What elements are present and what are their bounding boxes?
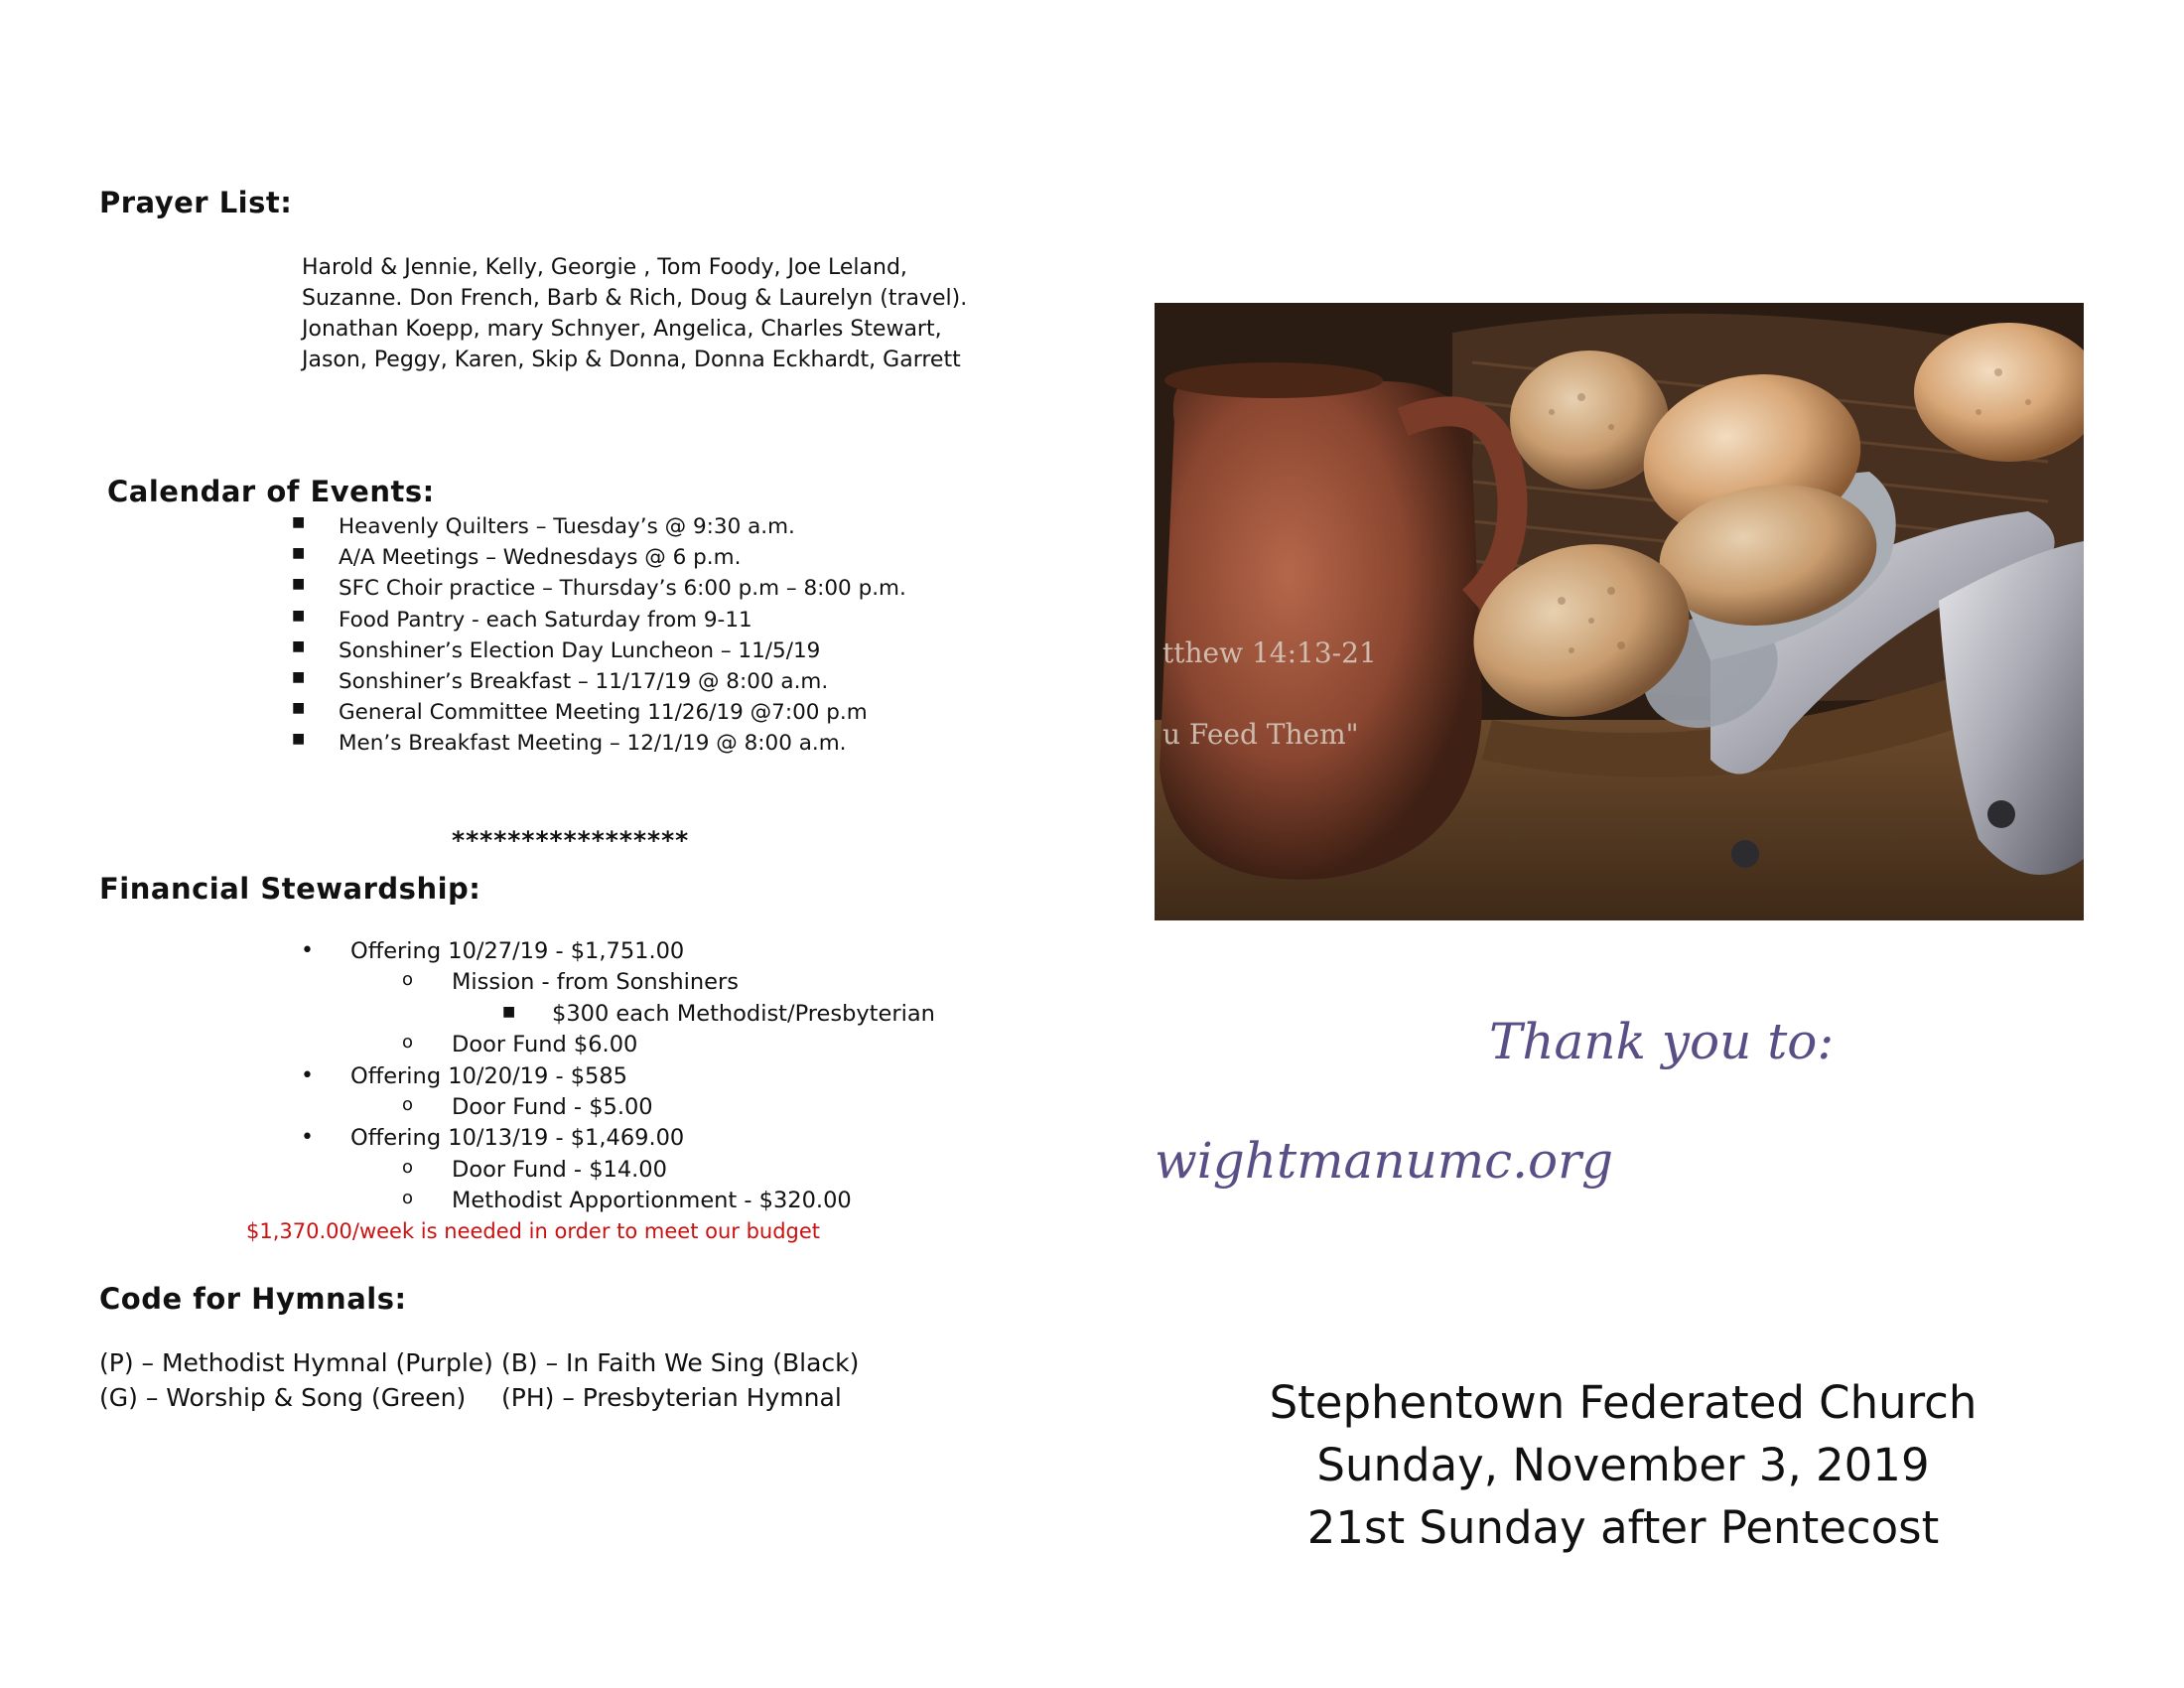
prayer-list-heading: Prayer List: <box>99 186 293 219</box>
bullet-circle-icon: o <box>402 1156 414 1178</box>
hymnal-code-b: (B) – In Faith We Sing (Black) <box>501 1348 860 1377</box>
financial-line: Door Fund $6.00 <box>452 1032 638 1058</box>
service-date: Sunday, November 3, 2019 <box>1316 1439 1930 1491</box>
financial-heading: Financial Stewardship: <box>99 872 481 906</box>
prayer-line: Jonathan Koepp, mary Schnyer, Angelica, Charles Stewart, <box>302 317 942 342</box>
financial-line: $300 each Methodist/Presbyterian <box>552 1000 935 1027</box>
liturgical-day: 21st Sunday after Pentecost <box>1306 1501 1940 1554</box>
bullet-square-icon: ■ <box>292 514 306 530</box>
budget-note: $1,370.00/week is needed in order to meet our budget <box>246 1219 821 1243</box>
calendar-item: ■ Men’s Breakfast Meeting – 12/1/19 @ 8:00 a.m. <box>292 731 847 757</box>
bullet-square-icon: ■ <box>292 668 306 685</box>
hymnal-code-g: (G) – Worship & Song (Green) <box>99 1383 467 1412</box>
calendar-item: ■ Heavenly Quilters – Tuesday’s @ 9:30 a.m. <box>292 514 795 539</box>
hymnal-heading: Code for Hymnals: <box>99 1282 407 1316</box>
calendar-list <box>292 514 906 763</box>
prayer-list-names <box>302 252 967 375</box>
financial-line: Offering 10/27/19 - $1,751.00 <box>350 938 685 964</box>
prayer-line: Suzanne. Don French, Barb & Rich, Doug & Laurelyn (travel). <box>302 286 968 311</box>
financial-line: Door Fund - $14.00 <box>452 1156 667 1183</box>
financial-line: Offering 10/20/19 - $585 <box>350 1062 627 1089</box>
calendar-item: ■ Sonshiner’s Breakfast – 11/17/19 @ 8:00 a.m. <box>292 668 829 694</box>
bullet-square-icon: ■ <box>292 576 306 593</box>
calendar-heading: Calendar of Events: <box>107 475 435 508</box>
financial-line: Mission - from Sonshiners <box>452 969 739 996</box>
bullet-square-icon: ■ <box>502 1003 516 1020</box>
photo-caption-verse: tthew 14:13-21 <box>1162 636 1377 669</box>
section-divider: ***************** <box>452 826 690 855</box>
bullet-square-icon: ■ <box>292 607 306 624</box>
bullet-square-icon: ■ <box>292 700 306 717</box>
bread-and-fish-illustration <box>1155 303 2084 920</box>
financial-line: Methodist Apportionment - $320.00 <box>452 1188 852 1214</box>
financial-line: Door Fund - $5.00 <box>452 1094 653 1120</box>
calendar-item: ■ Sonshiner’s Election Day Luncheon – 11/5/19 <box>292 637 821 663</box>
bullet-dot-icon: • <box>301 938 314 963</box>
bullet-circle-icon: o <box>402 1188 414 1209</box>
prayer-line: Harold & Jennie, Kelly, Georgie , Tom Foody, Joe Leland, <box>302 255 907 280</box>
calendar-item: ■ Food Pantry - each Saturday from 9-11 <box>292 607 752 633</box>
calendar-item: ■ General Committee Meeting 11/26/19 @7:00 p.m <box>292 700 868 726</box>
website-text: wightmanumc.org <box>1155 1132 1614 1190</box>
bullet-circle-icon: o <box>402 969 414 991</box>
bullet-dot-icon: • <box>301 1062 314 1088</box>
bullet-dot-icon: • <box>301 1125 314 1151</box>
hymnal-code-p: (P) – Methodist Hymnal (Purple) <box>99 1348 493 1377</box>
bread-and-fish-photo <box>1155 303 2084 920</box>
calendar-item: ■ SFC Choir practice – Thursday’s 6:00 p.m – 8:00 p.m. <box>292 576 906 602</box>
church-name: Stephentown Federated Church <box>1269 1376 1978 1429</box>
bullet-circle-icon: o <box>402 1032 414 1054</box>
prayer-line: Jason, Peggy, Karen, Skip & Donna, Donna Eckhardt, Garrett <box>302 348 961 372</box>
church-title-block <box>1216 1371 2030 1559</box>
bullet-square-icon: ■ <box>292 731 306 748</box>
calendar-item: ■ A/A Meetings – Wednesdays @ 6 p.m. <box>292 545 742 571</box>
bullet-square-icon: ■ <box>292 545 306 562</box>
hymnal-code-ph: (PH) – Presbyterian Hymnal <box>501 1383 842 1412</box>
photo-caption-quote: u Feed Them" <box>1162 718 1359 751</box>
thank-you-text: Thank you to: <box>1489 1013 1835 1070</box>
bullet-square-icon: ■ <box>292 637 306 654</box>
bullet-circle-icon: o <box>402 1094 414 1115</box>
financial-line: Offering 10/13/19 - $1,469.00 <box>350 1125 685 1152</box>
